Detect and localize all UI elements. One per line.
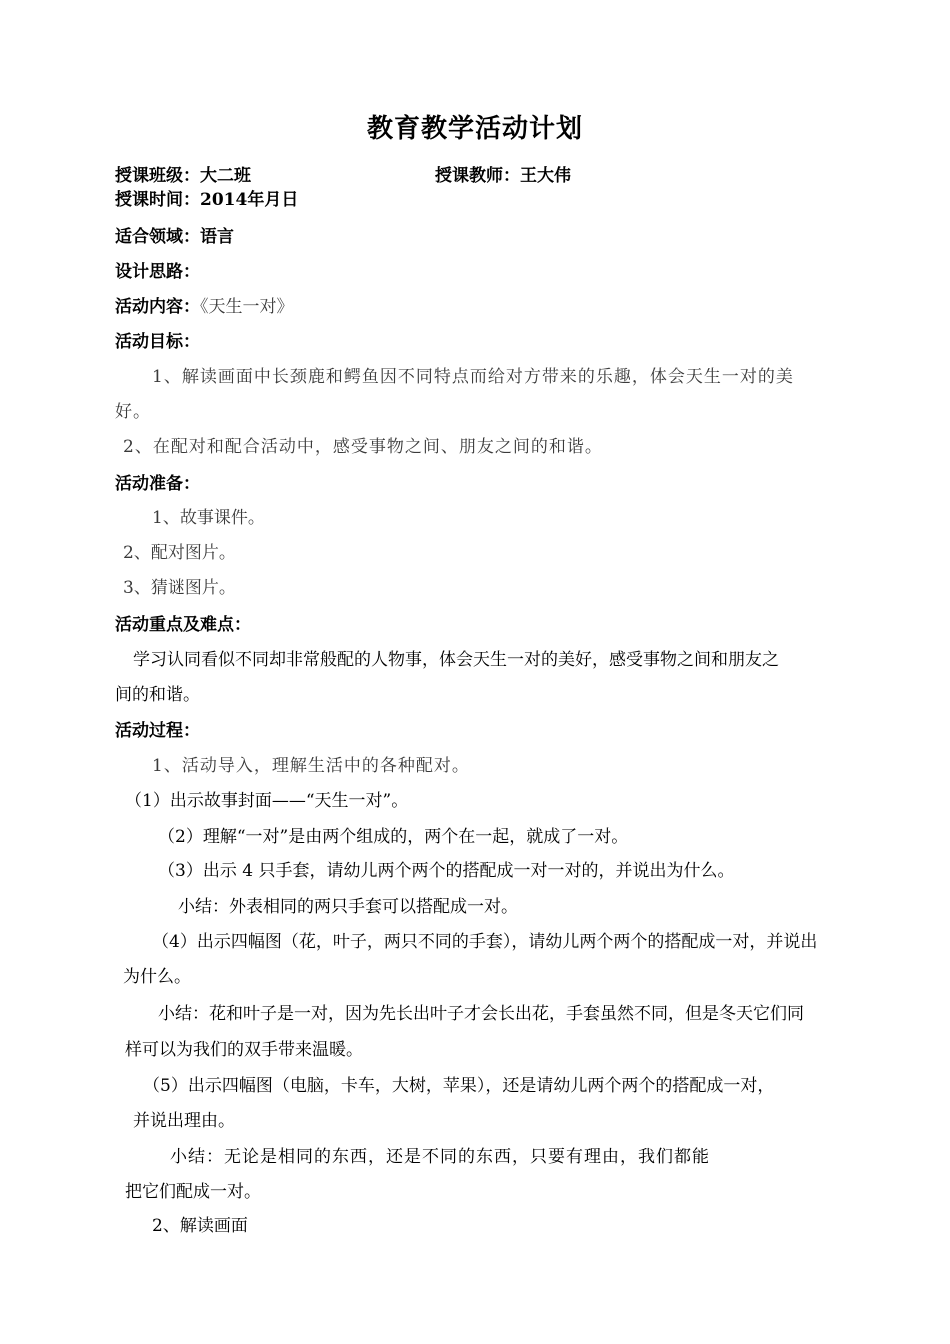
process-step-1-4-summary-b: 样可以为我们的双手带来温暖。	[125, 1040, 363, 1060]
teacher-line: 授课教师：王大伟	[435, 166, 571, 186]
process-step-1-4-line-a: （4）出示四幅图（花，叶子，两只不同的手套），请幼儿两个两个的搭配成一对，并说出	[152, 932, 818, 952]
process-label: 活动过程：	[115, 721, 200, 741]
key-line-a: 学习认同看似不同却非常般配的人物事，体会天生一对的美好，感受事物之间和朋友之	[133, 650, 779, 670]
process-step-1-3-summary: 小结：外表相同的两只手套可以搭配成一对。	[178, 897, 518, 917]
prep-item-1: 1、故事课件。	[152, 508, 265, 528]
process-step-1-4-line-b: 为什么。	[123, 967, 191, 987]
process-step-1-5-summary-a: 小结：无论是相同的东西，还是不同的东西，只要有理由，我们都能	[170, 1147, 710, 1167]
process-step-1: 1、活动导入，理解生活中的各种配对。	[152, 756, 470, 776]
content-value: 《天生一对》	[200, 297, 294, 317]
process-step-1-2: （2）理解“一对”是由两个组成的，两个在一起，就成了一对。	[158, 827, 629, 847]
document-title: 教育教学活动计划	[366, 114, 583, 144]
process-step-2: 2、解读画面	[152, 1216, 248, 1236]
prep-label: 活动准备：	[115, 474, 200, 494]
process-step-1-4-summary-a: 小结：花和叶子是一对，因为先长出叶子才会长出花，手套虽然不同，但是冬天它们同	[158, 1004, 804, 1024]
prep-item-2: 2、配对图片。	[123, 543, 236, 563]
process-step-1-3: （3）出示 4 只手套，请幼儿两个两个的搭配成一对一对的，并说出为什么。	[158, 861, 735, 881]
prep-item-3: 3、猜谜图片。	[123, 578, 236, 598]
process-step-1-5-line-b: 并说出理由。	[133, 1111, 235, 1131]
goal-1-line-b: 好。	[115, 402, 151, 422]
content-label: 活动内容：	[115, 297, 200, 317]
field-line: 适合领域：语言	[115, 227, 234, 247]
process-step-1-5-line-a: （5）出示四幅图（电脑，卡车，大树，苹果），还是请幼儿两个两个的搭配成一对，	[143, 1076, 775, 1096]
key-label: 活动重点及难点：	[115, 615, 251, 635]
class-line: 授课班级：大二班	[115, 166, 251, 186]
goal-2: 2、在配对和配合活动中，感受事物之间、朋友之间的和谐。	[123, 437, 603, 457]
design-label: 设计思路：	[115, 262, 200, 282]
goals-label: 活动目标：	[115, 332, 200, 352]
goal-1-line-a: 1、解读画面中长颈鹿和鳄鱼因不同特点而给对方带来的乐趣，体会天生一对的美	[152, 367, 794, 387]
process-step-1-5-summary-b: 把它们配成一对。	[125, 1182, 261, 1202]
key-line-b: 间的和谐。	[115, 685, 200, 705]
content-line	[115, 296, 294, 318]
time-line: 授课时间：2014年月日	[115, 190, 299, 210]
process-step-1-1: （1）出示故事封面——“天生一对”。	[125, 791, 409, 811]
